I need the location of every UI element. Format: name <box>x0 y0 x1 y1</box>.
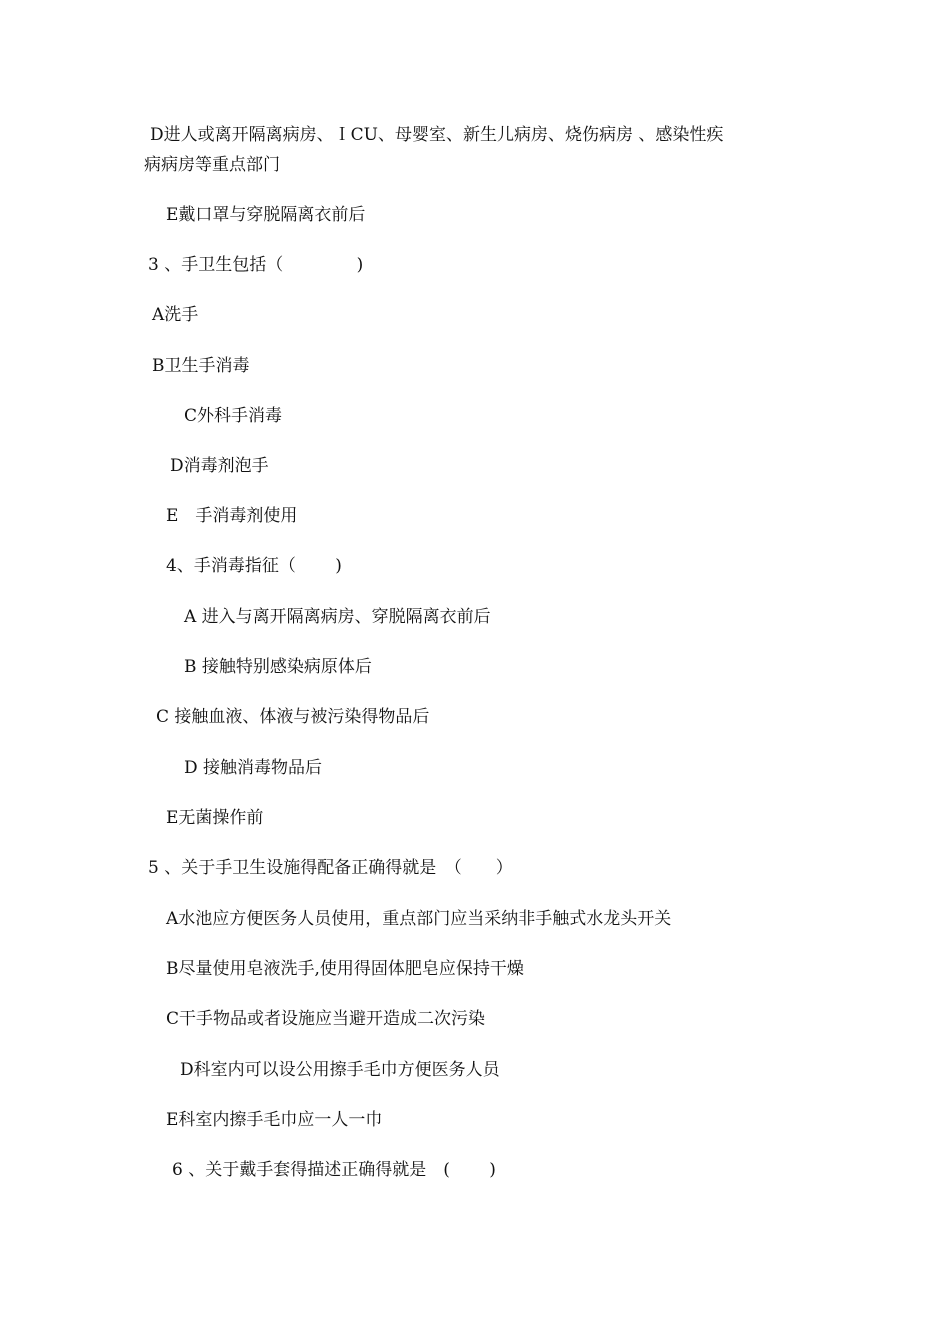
q3-option-a: A洗手 <box>152 305 199 325</box>
q5-option-a: A水池应方便医务人员使用，重点部门应当采纳非手触式水龙头开关 <box>166 909 672 929</box>
q4-option-c: C 接触血液、体液与被污染得物品后 <box>156 707 430 727</box>
q4-option-b: B 接触特别感染病原体后 <box>184 657 372 677</box>
q5-option-e: E科室内擦手毛巾应一人一巾 <box>166 1110 383 1130</box>
question-3: 3 、手卫生包括（ ) <box>148 255 364 275</box>
q2-option-d-line1: D进人或离开隔离病房、ＩCU、母婴室、新生儿病房、烧伤病房 、感染性疾 <box>150 125 724 145</box>
question-5: 5 、关于手卫生设施得配备正确得就是 （ ） <box>148 858 513 878</box>
q4-option-e: E无菌操作前 <box>166 808 264 828</box>
q5-option-c: C干手物品或者设施应当避开造成二次污染 <box>166 1009 486 1029</box>
question-6: 6 、关于戴手套得描述正确得就是 ( ) <box>172 1160 496 1180</box>
q3-option-d: D消毒剂泡手 <box>170 456 269 476</box>
q3-option-b: B卫生手消毒 <box>152 356 250 376</box>
q5-option-b: B尽量使用皂液洗手,使用得固体肥皂应保持干燥 <box>166 959 524 979</box>
q4-option-d: D 接触消毒物品后 <box>184 758 323 778</box>
q5-option-d: D科室内可以设公用擦手毛巾方便医务人员 <box>180 1060 500 1080</box>
q4-option-a: A 进入与离开隔离病房、穿脱隔离衣前后 <box>184 607 491 627</box>
q3-option-e: E 手消毒剂使用 <box>166 506 298 526</box>
q2-option-d-line2: 病病房等重点部门 <box>144 155 280 175</box>
q3-option-c: C外科手消毒 <box>184 406 283 426</box>
question-4: 4、手消毒指征（ ) <box>166 556 342 576</box>
q2-option-e: E戴口罩与穿脱隔离衣前后 <box>166 205 366 225</box>
